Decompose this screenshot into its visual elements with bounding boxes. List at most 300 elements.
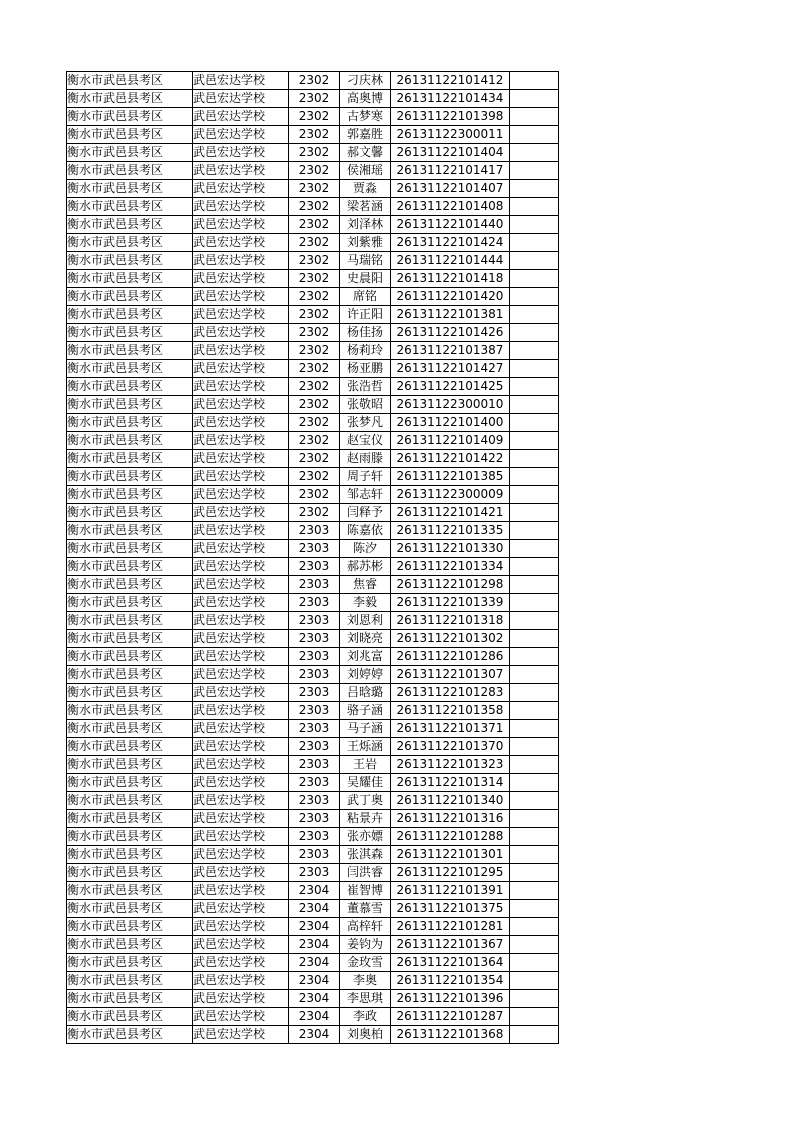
class-cell: 2303 bbox=[289, 720, 340, 738]
school-cell: 武邑宏达学校 bbox=[193, 144, 289, 162]
school-cell: 武邑宏达学校 bbox=[193, 288, 289, 306]
class-cell: 2302 bbox=[289, 378, 340, 396]
table-row bbox=[67, 450, 559, 468]
exam-id-cell: 26131122101301 bbox=[391, 846, 510, 864]
student-name-cell: 陈汐 bbox=[340, 540, 391, 558]
table-row bbox=[67, 216, 559, 234]
empty-cell bbox=[510, 864, 559, 882]
table-row bbox=[67, 288, 559, 306]
exam-id-cell: 26131122101354 bbox=[391, 972, 510, 990]
empty-cell bbox=[510, 450, 559, 468]
class-cell: 2303 bbox=[289, 648, 340, 666]
school-cell: 武邑宏达学校 bbox=[193, 270, 289, 288]
empty-cell bbox=[510, 702, 559, 720]
table-row bbox=[67, 522, 559, 540]
school-cell: 武邑宏达学校 bbox=[193, 576, 289, 594]
empty-cell bbox=[510, 504, 559, 522]
school-cell: 武邑宏达学校 bbox=[193, 918, 289, 936]
student-name-cell: 郝苏彬 bbox=[340, 558, 391, 576]
empty-cell bbox=[510, 900, 559, 918]
exam-id-cell: 26131122101427 bbox=[391, 360, 510, 378]
exam-id-cell: 26131122101381 bbox=[391, 306, 510, 324]
class-cell: 2302 bbox=[289, 324, 340, 342]
exam-area-cell: 衡水市武邑县考区 bbox=[67, 342, 193, 360]
table-row bbox=[67, 180, 559, 198]
student-name-cell: 李奥 bbox=[340, 972, 391, 990]
exam-area-cell: 衡水市武邑县考区 bbox=[67, 288, 193, 306]
school-cell: 武邑宏达学校 bbox=[193, 954, 289, 972]
class-cell: 2303 bbox=[289, 810, 340, 828]
school-cell: 武邑宏达学校 bbox=[193, 378, 289, 396]
exam-area-cell: 衡水市武邑县考区 bbox=[67, 306, 193, 324]
class-cell: 2303 bbox=[289, 828, 340, 846]
empty-cell bbox=[510, 270, 559, 288]
exam-area-cell: 衡水市武邑县考区 bbox=[67, 162, 193, 180]
table-row bbox=[67, 666, 559, 684]
school-cell: 武邑宏达学校 bbox=[193, 594, 289, 612]
student-name-cell: 李毅 bbox=[340, 594, 391, 612]
school-cell: 武邑宏达学校 bbox=[193, 882, 289, 900]
student-name-cell: 刘奥柏 bbox=[340, 1026, 391, 1044]
class-cell: 2303 bbox=[289, 792, 340, 810]
exam-id-cell: 26131122101364 bbox=[391, 954, 510, 972]
exam-id-cell: 26131122101368 bbox=[391, 1026, 510, 1044]
student-name-cell: 王烁涵 bbox=[340, 738, 391, 756]
exam-id-cell: 26131122101295 bbox=[391, 864, 510, 882]
table-row bbox=[67, 306, 559, 324]
school-cell: 武邑宏达学校 bbox=[193, 1026, 289, 1044]
table-row bbox=[67, 702, 559, 720]
exam-area-cell: 衡水市武邑县考区 bbox=[67, 126, 193, 144]
class-cell: 2302 bbox=[289, 108, 340, 126]
class-cell: 2303 bbox=[289, 630, 340, 648]
school-cell: 武邑宏达学校 bbox=[193, 198, 289, 216]
exam-id-cell: 26131122101287 bbox=[391, 1008, 510, 1026]
exam-id-cell: 26131122101434 bbox=[391, 90, 510, 108]
exam-id-cell: 26131122101398 bbox=[391, 108, 510, 126]
exam-area-cell: 衡水市武邑县考区 bbox=[67, 180, 193, 198]
class-cell: 2304 bbox=[289, 972, 340, 990]
school-cell: 武邑宏达学校 bbox=[193, 72, 289, 90]
student-name-cell: 刁庆林 bbox=[340, 72, 391, 90]
student-name-cell: 杨亚鹏 bbox=[340, 360, 391, 378]
student-name-cell: 骆子涵 bbox=[340, 702, 391, 720]
exam-area-cell: 衡水市武邑县考区 bbox=[67, 432, 193, 450]
school-cell: 武邑宏达学校 bbox=[193, 450, 289, 468]
exam-id-cell: 26131122101367 bbox=[391, 936, 510, 954]
student-name-cell: 李政 bbox=[340, 1008, 391, 1026]
exam-area-cell: 衡水市武邑县考区 bbox=[67, 198, 193, 216]
student-name-cell: 刘泽林 bbox=[340, 216, 391, 234]
student-name-cell: 闫释予 bbox=[340, 504, 391, 522]
school-cell: 武邑宏达学校 bbox=[193, 234, 289, 252]
exam-area-cell: 衡水市武邑县考区 bbox=[67, 900, 193, 918]
student-name-cell: 马子涵 bbox=[340, 720, 391, 738]
table-row bbox=[67, 900, 559, 918]
table-row bbox=[67, 486, 559, 504]
school-cell: 武邑宏达学校 bbox=[193, 162, 289, 180]
exam-id-cell: 26131122101422 bbox=[391, 450, 510, 468]
exam-area-cell: 衡水市武邑县考区 bbox=[67, 846, 193, 864]
table-row bbox=[67, 378, 559, 396]
school-cell: 武邑宏达学校 bbox=[193, 504, 289, 522]
exam-area-cell: 衡水市武邑县考区 bbox=[67, 612, 193, 630]
exam-id-cell: 26131122101408 bbox=[391, 198, 510, 216]
student-name-cell: 邹志轩 bbox=[340, 486, 391, 504]
exam-area-cell: 衡水市武邑县考区 bbox=[67, 648, 193, 666]
exam-id-cell: 26131122300011 bbox=[391, 126, 510, 144]
exam-id-cell: 26131122101396 bbox=[391, 990, 510, 1008]
exam-area-cell: 衡水市武邑县考区 bbox=[67, 576, 193, 594]
school-cell: 武邑宏达学校 bbox=[193, 558, 289, 576]
school-cell: 武邑宏达学校 bbox=[193, 666, 289, 684]
student-name-cell: 梁茗涵 bbox=[340, 198, 391, 216]
exam-area-cell: 衡水市武邑县考区 bbox=[67, 594, 193, 612]
exam-area-cell: 衡水市武邑县考区 bbox=[67, 684, 193, 702]
school-cell: 武邑宏达学校 bbox=[193, 342, 289, 360]
exam-id-cell: 26131122101302 bbox=[391, 630, 510, 648]
student-name-cell: 焦睿 bbox=[340, 576, 391, 594]
class-cell: 2302 bbox=[289, 126, 340, 144]
exam-id-cell: 26131122101407 bbox=[391, 180, 510, 198]
empty-cell bbox=[510, 954, 559, 972]
exam-id-cell: 26131122101391 bbox=[391, 882, 510, 900]
exam-id-cell: 26131122101425 bbox=[391, 378, 510, 396]
school-cell: 武邑宏达学校 bbox=[193, 486, 289, 504]
student-name-cell: 贾淼 bbox=[340, 180, 391, 198]
exam-area-cell: 衡水市武邑县考区 bbox=[67, 1026, 193, 1044]
class-cell: 2303 bbox=[289, 702, 340, 720]
exam-area-cell: 衡水市武邑县考区 bbox=[67, 702, 193, 720]
school-cell: 武邑宏达学校 bbox=[193, 324, 289, 342]
empty-cell bbox=[510, 288, 559, 306]
exam-id-cell: 26131122101298 bbox=[391, 576, 510, 594]
class-cell: 2302 bbox=[289, 90, 340, 108]
class-cell: 2303 bbox=[289, 864, 340, 882]
student-name-cell: 张浩哲 bbox=[340, 378, 391, 396]
exam-area-cell: 衡水市武邑县考区 bbox=[67, 378, 193, 396]
empty-cell bbox=[510, 936, 559, 954]
table-row bbox=[67, 270, 559, 288]
class-cell: 2302 bbox=[289, 216, 340, 234]
student-name-cell: 金玫雪 bbox=[340, 954, 391, 972]
table-row bbox=[67, 1026, 559, 1044]
empty-cell bbox=[510, 630, 559, 648]
table-row bbox=[67, 468, 559, 486]
exam-id-cell: 26131122101409 bbox=[391, 432, 510, 450]
table-row bbox=[67, 162, 559, 180]
school-cell: 武邑宏达学校 bbox=[193, 774, 289, 792]
class-cell: 2304 bbox=[289, 1008, 340, 1026]
empty-cell bbox=[510, 1008, 559, 1026]
student-name-cell: 郭嘉胜 bbox=[340, 126, 391, 144]
exam-area-cell: 衡水市武邑县考区 bbox=[67, 936, 193, 954]
student-name-cell: 杨莉玲 bbox=[340, 342, 391, 360]
empty-cell bbox=[510, 396, 559, 414]
empty-cell bbox=[510, 468, 559, 486]
empty-cell bbox=[510, 360, 559, 378]
table-row bbox=[67, 234, 559, 252]
class-cell: 2304 bbox=[289, 882, 340, 900]
exam-id-cell: 26131122101444 bbox=[391, 252, 510, 270]
table-row bbox=[67, 864, 559, 882]
student-name-cell: 席铭 bbox=[340, 288, 391, 306]
student-name-cell: 刘兆富 bbox=[340, 648, 391, 666]
table-row bbox=[67, 648, 559, 666]
school-cell: 武邑宏达学校 bbox=[193, 720, 289, 738]
exam-area-cell: 衡水市武邑县考区 bbox=[67, 504, 193, 522]
exam-area-cell: 衡水市武邑县考区 bbox=[67, 414, 193, 432]
school-cell: 武邑宏达学校 bbox=[193, 126, 289, 144]
class-cell: 2302 bbox=[289, 414, 340, 432]
exam-area-cell: 衡水市武邑县考区 bbox=[67, 324, 193, 342]
empty-cell bbox=[510, 432, 559, 450]
exam-id-cell: 26131122101316 bbox=[391, 810, 510, 828]
table-row bbox=[67, 1008, 559, 1026]
exam-area-cell: 衡水市武邑县考区 bbox=[67, 540, 193, 558]
exam-area-cell: 衡水市武邑县考区 bbox=[67, 252, 193, 270]
exam-id-cell: 26131122101307 bbox=[391, 666, 510, 684]
class-cell: 2303 bbox=[289, 540, 340, 558]
school-cell: 武邑宏达学校 bbox=[193, 792, 289, 810]
table-row bbox=[67, 594, 559, 612]
exam-area-cell: 衡水市武邑县考区 bbox=[67, 756, 193, 774]
student-name-cell: 郝文馨 bbox=[340, 144, 391, 162]
table-row bbox=[67, 558, 559, 576]
class-cell: 2302 bbox=[289, 72, 340, 90]
school-cell: 武邑宏达学校 bbox=[193, 360, 289, 378]
empty-cell bbox=[510, 990, 559, 1008]
exam-area-cell: 衡水市武邑县考区 bbox=[67, 216, 193, 234]
school-cell: 武邑宏达学校 bbox=[193, 432, 289, 450]
student-name-cell: 马瑞铭 bbox=[340, 252, 391, 270]
exam-area-cell: 衡水市武邑县考区 bbox=[67, 90, 193, 108]
school-cell: 武邑宏达学校 bbox=[193, 990, 289, 1008]
empty-cell bbox=[510, 1026, 559, 1044]
school-cell: 武邑宏达学校 bbox=[193, 648, 289, 666]
exam-area-cell: 衡水市武邑县考区 bbox=[67, 972, 193, 990]
empty-cell bbox=[510, 720, 559, 738]
class-cell: 2304 bbox=[289, 1026, 340, 1044]
exam-id-cell: 26131122101421 bbox=[391, 504, 510, 522]
exam-id-cell: 26131122101330 bbox=[391, 540, 510, 558]
class-cell: 2302 bbox=[289, 270, 340, 288]
class-cell: 2302 bbox=[289, 144, 340, 162]
student-name-cell: 周子轩 bbox=[340, 468, 391, 486]
class-cell: 2302 bbox=[289, 342, 340, 360]
class-cell: 2303 bbox=[289, 594, 340, 612]
empty-cell bbox=[510, 180, 559, 198]
student-name-cell: 刘恩利 bbox=[340, 612, 391, 630]
exam-area-cell: 衡水市武邑县考区 bbox=[67, 558, 193, 576]
empty-cell bbox=[510, 144, 559, 162]
exam-area-cell: 衡水市武邑县考区 bbox=[67, 738, 193, 756]
empty-cell bbox=[510, 810, 559, 828]
student-name-cell: 李思琪 bbox=[340, 990, 391, 1008]
exam-id-cell: 26131122101334 bbox=[391, 558, 510, 576]
class-cell: 2302 bbox=[289, 180, 340, 198]
exam-area-cell: 衡水市武邑县考区 bbox=[67, 486, 193, 504]
exam-id-cell: 26131122101420 bbox=[391, 288, 510, 306]
class-cell: 2302 bbox=[289, 252, 340, 270]
student-name-cell: 侯湘瑶 bbox=[340, 162, 391, 180]
empty-cell bbox=[510, 756, 559, 774]
exam-id-cell: 26131122101426 bbox=[391, 324, 510, 342]
class-cell: 2302 bbox=[289, 450, 340, 468]
exam-id-cell: 26131122101286 bbox=[391, 648, 510, 666]
class-cell: 2303 bbox=[289, 666, 340, 684]
exam-id-cell: 26131122101412 bbox=[391, 72, 510, 90]
empty-cell bbox=[510, 666, 559, 684]
class-cell: 2302 bbox=[289, 162, 340, 180]
empty-cell bbox=[510, 126, 559, 144]
empty-cell bbox=[510, 540, 559, 558]
empty-cell bbox=[510, 612, 559, 630]
table-row bbox=[67, 972, 559, 990]
table-row bbox=[67, 144, 559, 162]
empty-cell bbox=[510, 72, 559, 90]
exam-area-cell: 衡水市武邑县考区 bbox=[67, 72, 193, 90]
table-row bbox=[67, 720, 559, 738]
table-row bbox=[67, 612, 559, 630]
empty-cell bbox=[510, 306, 559, 324]
school-cell: 武邑宏达学校 bbox=[193, 414, 289, 432]
exam-area-cell: 衡水市武邑县考区 bbox=[67, 882, 193, 900]
class-cell: 2304 bbox=[289, 936, 340, 954]
empty-cell bbox=[510, 972, 559, 990]
empty-cell bbox=[510, 684, 559, 702]
student-name-cell: 董慕雪 bbox=[340, 900, 391, 918]
exam-area-cell: 衡水市武邑县考区 bbox=[67, 468, 193, 486]
table-row bbox=[67, 774, 559, 792]
exam-area-cell: 衡水市武邑县考区 bbox=[67, 792, 193, 810]
exam-area-cell: 衡水市武邑县考区 bbox=[67, 720, 193, 738]
school-cell: 武邑宏达学校 bbox=[193, 540, 289, 558]
empty-cell bbox=[510, 846, 559, 864]
table-row bbox=[67, 324, 559, 342]
school-cell: 武邑宏达学校 bbox=[193, 216, 289, 234]
exam-id-cell: 26131122300010 bbox=[391, 396, 510, 414]
empty-cell bbox=[510, 252, 559, 270]
school-cell: 武邑宏达学校 bbox=[193, 900, 289, 918]
school-cell: 武邑宏达学校 bbox=[193, 252, 289, 270]
exam-area-cell: 衡水市武邑县考区 bbox=[67, 828, 193, 846]
school-cell: 武邑宏达学校 bbox=[193, 306, 289, 324]
class-cell: 2302 bbox=[289, 486, 340, 504]
empty-cell bbox=[510, 558, 559, 576]
student-name-cell: 崔智博 bbox=[340, 882, 391, 900]
exam-id-cell: 26131122101323 bbox=[391, 756, 510, 774]
empty-cell bbox=[510, 198, 559, 216]
empty-cell bbox=[510, 486, 559, 504]
student-name-cell: 高梓轩 bbox=[340, 918, 391, 936]
school-cell: 武邑宏达学校 bbox=[193, 972, 289, 990]
exam-id-cell: 26131122101335 bbox=[391, 522, 510, 540]
empty-cell bbox=[510, 414, 559, 432]
table-row bbox=[67, 198, 559, 216]
school-cell: 武邑宏达学校 bbox=[193, 684, 289, 702]
class-cell: 2303 bbox=[289, 738, 340, 756]
school-cell: 武邑宏达学校 bbox=[193, 702, 289, 720]
student-name-cell: 吴耀佳 bbox=[340, 774, 391, 792]
table-row bbox=[67, 342, 559, 360]
exam-id-cell: 26131122101404 bbox=[391, 144, 510, 162]
empty-cell bbox=[510, 792, 559, 810]
exam-id-cell: 26131122101318 bbox=[391, 612, 510, 630]
student-name-cell: 许正阳 bbox=[340, 306, 391, 324]
class-cell: 2302 bbox=[289, 468, 340, 486]
class-cell: 2304 bbox=[289, 954, 340, 972]
exam-area-cell: 衡水市武邑县考区 bbox=[67, 954, 193, 972]
empty-cell bbox=[510, 594, 559, 612]
student-name-cell: 张梦凡 bbox=[340, 414, 391, 432]
exam-id-cell: 26131122101288 bbox=[391, 828, 510, 846]
table-row bbox=[67, 846, 559, 864]
student-name-cell: 刘晓亮 bbox=[340, 630, 391, 648]
empty-cell bbox=[510, 576, 559, 594]
empty-cell bbox=[510, 90, 559, 108]
exam-area-cell: 衡水市武邑县考区 bbox=[67, 774, 193, 792]
class-cell: 2302 bbox=[289, 432, 340, 450]
table-row bbox=[67, 432, 559, 450]
class-cell: 2302 bbox=[289, 198, 340, 216]
school-cell: 武邑宏达学校 bbox=[193, 468, 289, 486]
exam-id-cell: 26131122101339 bbox=[391, 594, 510, 612]
student-name-cell: 闫洪睿 bbox=[340, 864, 391, 882]
table-row bbox=[67, 108, 559, 126]
table-body bbox=[67, 72, 559, 1044]
student-name-cell: 杨佳扬 bbox=[340, 324, 391, 342]
exam-area-cell: 衡水市武邑县考区 bbox=[67, 630, 193, 648]
exam-id-cell: 26131122101400 bbox=[391, 414, 510, 432]
exam-area-cell: 衡水市武邑县考区 bbox=[67, 360, 193, 378]
class-cell: 2303 bbox=[289, 846, 340, 864]
student-name-cell: 张亦嫖 bbox=[340, 828, 391, 846]
exam-id-cell: 26131122101418 bbox=[391, 270, 510, 288]
exam-area-cell: 衡水市武邑县考区 bbox=[67, 234, 193, 252]
class-cell: 2304 bbox=[289, 990, 340, 1008]
table-row bbox=[67, 936, 559, 954]
exam-id-cell: 26131122101340 bbox=[391, 792, 510, 810]
class-cell: 2302 bbox=[289, 288, 340, 306]
table-row bbox=[67, 396, 559, 414]
class-cell: 2302 bbox=[289, 396, 340, 414]
empty-cell bbox=[510, 108, 559, 126]
table-row bbox=[67, 918, 559, 936]
student-name-cell: 姜钧为 bbox=[340, 936, 391, 954]
exam-id-cell: 26131122101358 bbox=[391, 702, 510, 720]
exam-area-cell: 衡水市武邑县考区 bbox=[67, 990, 193, 1008]
student-name-cell: 赵宝仪 bbox=[340, 432, 391, 450]
empty-cell bbox=[510, 216, 559, 234]
school-cell: 武邑宏达学校 bbox=[193, 522, 289, 540]
exam-id-cell: 26131122101387 bbox=[391, 342, 510, 360]
exam-id-cell: 26131122101283 bbox=[391, 684, 510, 702]
school-cell: 武邑宏达学校 bbox=[193, 756, 289, 774]
class-cell: 2302 bbox=[289, 504, 340, 522]
school-cell: 武邑宏达学校 bbox=[193, 936, 289, 954]
exam-area-cell: 衡水市武邑县考区 bbox=[67, 522, 193, 540]
exam-area-cell: 衡水市武邑县考区 bbox=[67, 864, 193, 882]
table-row bbox=[67, 72, 559, 90]
school-cell: 武邑宏达学校 bbox=[193, 180, 289, 198]
empty-cell bbox=[510, 522, 559, 540]
empty-cell bbox=[510, 882, 559, 900]
class-cell: 2302 bbox=[289, 234, 340, 252]
table-row bbox=[67, 684, 559, 702]
student-name-cell: 刘紫雅 bbox=[340, 234, 391, 252]
class-cell: 2303 bbox=[289, 756, 340, 774]
